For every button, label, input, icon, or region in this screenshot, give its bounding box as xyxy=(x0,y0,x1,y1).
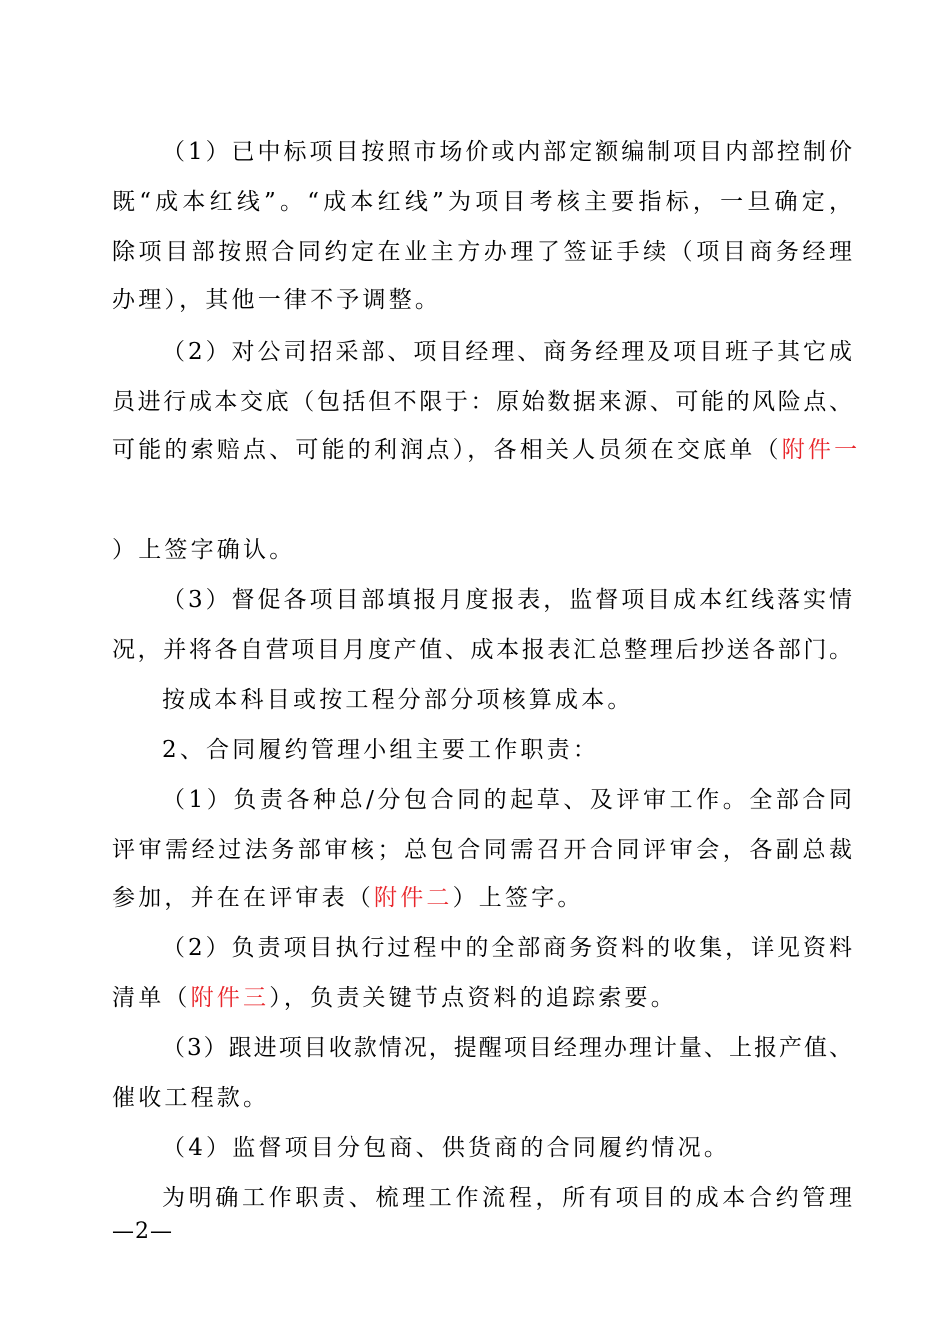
paragraph-text: ），负责关键节点资料的追踪索要。 xyxy=(269,985,677,1011)
paragraph-line: ）上签字确认。 xyxy=(112,537,296,563)
paragraph-line: 员进行成本交底（包括但不限于：原始数据来源、可能的风险点、 xyxy=(112,389,852,415)
paragraph-line xyxy=(112,430,861,470)
paragraph-line: 除项目部按照合同约定在业主方办理了签证手续（项目商务经理 xyxy=(112,239,852,265)
paragraph-line: 催收工程款。 xyxy=(112,1085,270,1111)
paragraph-line: 按成本科目或按工程分部分项核算成本。 xyxy=(162,687,634,713)
attachment-one-reference: 附件一 xyxy=(781,437,861,463)
paragraph-line: （3）督促各项目部填报月度报表，监督项目成本红线落实情 xyxy=(162,587,852,613)
paragraph-line: 为明确工作职责、梳理工作流程，所有项目的成本合约管理 xyxy=(162,1185,852,1211)
paragraph-line: （1）负责各种总/分包合同的起草、及评审工作。全部合同 xyxy=(162,787,852,813)
paragraph-line: （1）已中标项目按照市场价或内部定额编制项目内部控制价 xyxy=(162,139,852,165)
paragraph-text: 可能的索赔点、可能的利润点），各相关人员须在交底单（ xyxy=(112,437,782,463)
paragraph-text: 清单（ xyxy=(112,985,191,1011)
page-number: —2— xyxy=(112,1219,173,1244)
paragraph-line: （2）对公司招采部、项目经理、商务经理及项目班子其它成 xyxy=(162,339,852,365)
paragraph-line xyxy=(112,978,852,1018)
section-heading: 2、合同履约管理小组主要工作职责： xyxy=(162,737,600,763)
attachment-two-reference: 附件二 xyxy=(374,885,453,911)
paragraph-text: 参加，并在在评审表（ xyxy=(112,885,374,911)
paragraph-line: （3）跟进项目收款情况，提醒项目经理办理计量、上报产值、 xyxy=(162,1035,852,1061)
paragraph-line: 况，并将各自营项目月度产值、成本报表汇总整理后抄送各部门。 xyxy=(112,637,852,663)
paragraph-line xyxy=(112,878,852,918)
paragraph-text: ）上签字。 xyxy=(452,885,584,911)
attachment-three-reference: 附件三 xyxy=(190,985,270,1011)
paragraph-line: （4）监督项目分包商、供货商的合同履约情况。 xyxy=(162,1135,731,1161)
paragraph-line: 评审需经过法务部审核；总包合同需召开合同评审会，各副总裁 xyxy=(112,837,852,863)
paragraph-line: （2）负责项目执行过程中的全部商务资料的收集，详见资料 xyxy=(162,935,852,961)
paragraph-line: 办理），其他一律不予调整。 xyxy=(112,287,442,313)
paragraph-line: 既“成本红线”。“成本红线”为项目考核主要指标，一旦确定， xyxy=(112,189,852,215)
